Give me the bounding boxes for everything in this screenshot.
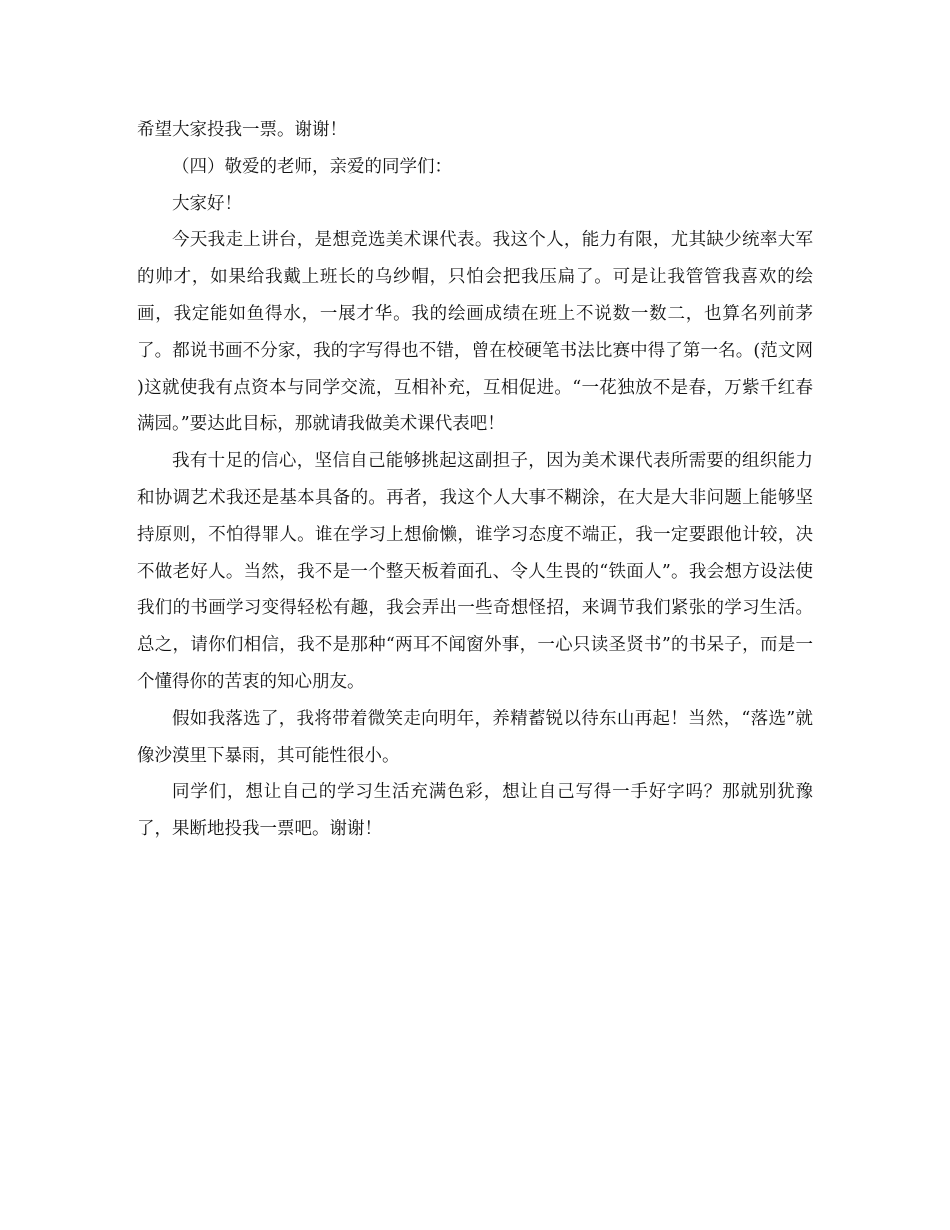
paragraph-confidence: 我有十足的信心，坚信自己能够挑起这副担子，因为美术课代表所需要的组织能力和协调艺术我还是基本具备的。再者，我这个人大事不糊涂，在大是大非问题上能够坚持原则，不怕得罪人。谁在学习上想偷懒，谁学习态度不端正，我一定要跟他计较，决不做老好人。当然，我不是一个整天板着面孔、令人生畏的“铁面人”。我会想方设法使我们的书画学习变得轻松有趣，我会弄出一些奇想怪招，来调节我们紧张的学习生活。总之，请你们相信，我不是那种“两耳不闻窗外事，一心只读圣贤书”的书呆子，而是一个懂得你的苦衷的知心朋友。 bbox=[137, 451, 813, 692]
paragraph-intro: 今天我走上讲台，是想竞选美术课代表。我这个人，能力有限，尤其缺少统率大军的帅才，如果给我戴上班长的乌纱帽，只怕会把我压扁了。可是让我管管我喜欢的绘画，我定能如鱼得水，一展才华。我的绘画成绩在班上不说数一数二，也算名列前茅了。都说书画不分家，我的字写得也不错，曾在校硬笔书法比赛中得了第一名。(范文网 )这就使我有点资本与同学交流，互相补充，互相促进。“一花独放不是春，万紫千红春满园。”要达此目标，那就请我做美术课代表吧！ bbox=[137, 230, 813, 435]
greeting: 大家好！ bbox=[172, 193, 242, 214]
paragraph-closing-prev: 希望大家投我一票。谢谢！ bbox=[137, 120, 347, 140]
paragraph-closing: 同学们，想让自己的学习生活充满色彩，想让自己写得一手好字吗？那就别犹豫了，果断地投我一票吧。谢谢！ bbox=[137, 782, 813, 840]
document-body bbox=[137, 112, 813, 848]
section-heading: （四）敬爱的老师，亲爱的同学们： bbox=[172, 156, 452, 177]
paragraph-if-lose: 假如我落选了，我将带着微笑走向明年，养精蓄锐以待东山再起！当然，“落选”就像沙漠里下暴雨，其可能性很小。 bbox=[137, 708, 813, 766]
